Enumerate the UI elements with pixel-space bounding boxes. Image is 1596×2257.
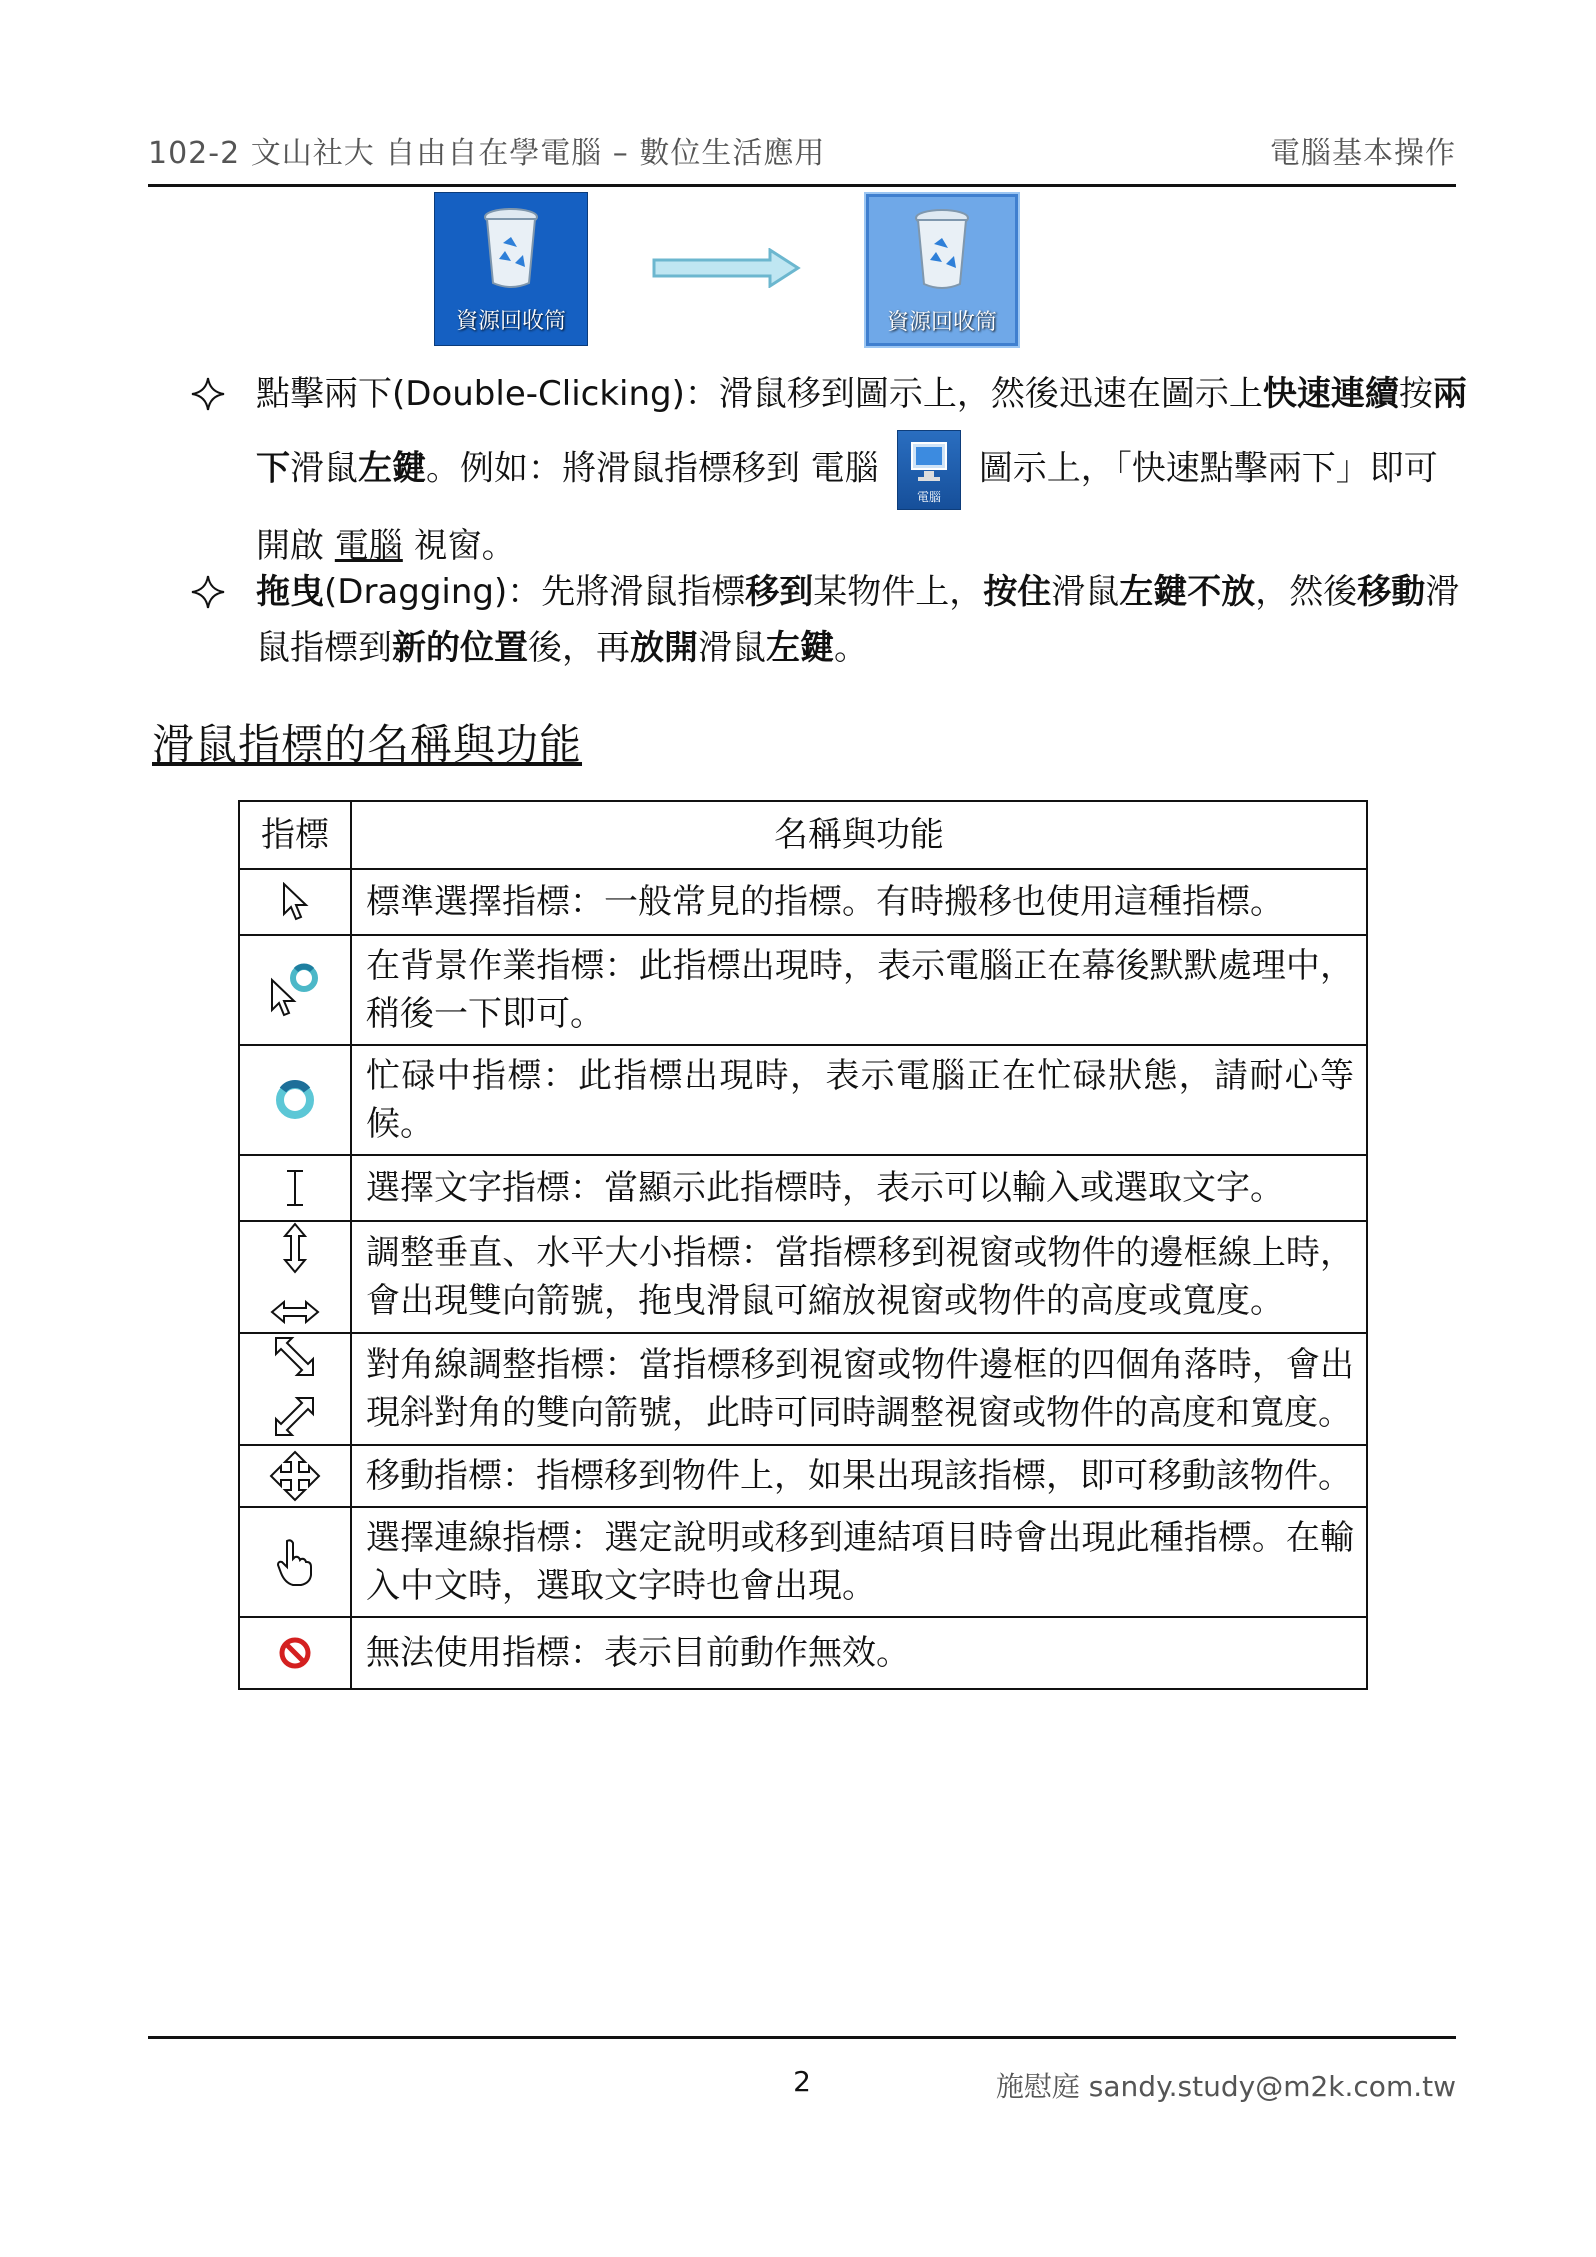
table-header-row [239, 801, 1367, 869]
table-row [239, 1221, 1367, 1333]
resize-vertical-horizontal-icon [270, 1222, 320, 1332]
recycle-bin-icon [483, 207, 539, 289]
bold-segment: 移動 [1357, 572, 1426, 612]
table-row [239, 1617, 1367, 1689]
recycle-bin-label: 資源回收筒 [886, 310, 997, 335]
table-row [239, 1045, 1367, 1155]
svg-text:電腦: 電腦 [916, 490, 941, 504]
header-chapter-title: 電腦基本操作 [1270, 136, 1456, 171]
bold-segment: 按住 [983, 572, 1052, 612]
text-segment: 。 [834, 628, 868, 668]
row-description: 標準選擇指標：一般常見的指標。有時搬移也使用這種指標。 [351, 869, 1367, 935]
text-segment: 點擊兩下(Double-Clicking)：滑鼠移到圖示上，然後迅速在圖示上 [256, 374, 1263, 414]
computer-icon[interactable] [897, 430, 961, 510]
table-row [239, 1333, 1367, 1445]
text-segment: 後，再 [528, 628, 630, 668]
footer-author: 施慰庭 sandy.study@m2k.com.tw [995, 2070, 1456, 2103]
bold-segment: 快速連續 [1262, 374, 1399, 414]
bold-segment: 放開 [630, 628, 698, 668]
row-description: 在背景作業指標：此指標出現時，表示電腦正在幕後默默處理中，稍後一下即可。 [351, 935, 1367, 1045]
resize-diagonal-icon [272, 1334, 318, 1444]
row-description: 對角線調整指標：當指標移到視窗或物件邊框的四個角落時，會出現斜對角的雙向箭號，此時可同時調整視窗或物件的高度和寬度。 [351, 1333, 1367, 1445]
arrow-pointer-icon [280, 882, 310, 922]
bullet-drag [190, 564, 1470, 676]
row-description: 忙碌中指標：此指標出現時，表示電腦正在忙碌狀態，請耐心等候。 [351, 1045, 1367, 1155]
table-row [239, 1445, 1367, 1507]
row-description: 移動指標：指標移到物件上，如果出現該指標，即可移動該物件。 [351, 1445, 1367, 1507]
text-beam-icon [283, 1168, 307, 1208]
recycle-bin-unselected[interactable] [434, 192, 588, 346]
row-description: 無法使用指標：表示目前動作無效。 [351, 1617, 1367, 1689]
bold-segment: 左鍵 [358, 448, 426, 489]
recycle-bin-label: 資源回收筒 [455, 309, 566, 334]
text-segment: 滑鼠指標到 [256, 572, 1460, 668]
bullet-double-click [190, 358, 1470, 582]
page-number: 2 [793, 2065, 811, 2098]
table-row [239, 935, 1367, 1045]
underlined-segment: 電腦 [334, 526, 403, 566]
text-segment: (Dragging)：先將滑鼠指標 [324, 572, 746, 612]
table-row [239, 869, 1367, 935]
text-segment: ，然後 [1255, 572, 1358, 612]
page-header [148, 118, 1456, 187]
diamond-bullet-icon [190, 574, 226, 610]
bold-segment: 新的位置 [392, 628, 528, 668]
double-click-illustration [0, 190, 1596, 350]
move-icon [269, 1450, 321, 1502]
text-segment: 按 [1398, 374, 1433, 414]
column-header-description: 名稱與功能 [351, 801, 1367, 869]
header-course-title: 102-2 文山社大 自由自在學電腦 – 數位生活應用 [148, 136, 826, 171]
recycle-bin-icon [914, 208, 970, 290]
text-segment: 圖示上，「快速點擊兩下」即可開啟 [256, 448, 1438, 566]
page-footer [148, 2036, 1456, 2103]
unavailable-icon [277, 1635, 313, 1671]
bold-segment: 拖曳 [256, 572, 324, 612]
bold-segment: 移到 [745, 572, 814, 612]
diamond-bullet-icon [190, 376, 226, 412]
working-in-background-icon [268, 960, 322, 1020]
table-row [239, 1507, 1367, 1617]
bold-segment: 兩下 [256, 374, 1467, 489]
bold-segment: 左鍵 [766, 628, 834, 668]
row-description: 選擇連線指標：選定說明或移到連結項目時會出現此種指標。在輸入中文時，選取文字時也會出現。 [351, 1507, 1367, 1617]
section-title: 滑鼠指標的名稱與功能 [152, 720, 583, 769]
busy-ring-icon [271, 1076, 319, 1124]
bold-segment: 左鍵不放 [1119, 572, 1256, 612]
text-segment: 滑鼠 [290, 448, 358, 489]
text-segment: 某物件上， [813, 572, 984, 612]
recycle-bin-selected[interactable] [864, 192, 1020, 348]
arrow-right-icon [652, 248, 802, 288]
text-segment: 視窗。 [402, 526, 516, 566]
text-segment: 。例如：將滑鼠指標移到 電腦 [426, 448, 879, 489]
table-row [239, 1155, 1367, 1221]
hand-pointer-icon [275, 1537, 315, 1587]
column-header-pointer: 指標 [239, 801, 351, 869]
text-segment: 滑鼠 [698, 628, 766, 668]
text-segment: 滑鼠 [1051, 572, 1120, 612]
row-description: 選擇文字指標：當顯示此指標時，表示可以輸入或選取文字。 [351, 1155, 1367, 1221]
pointer-table [238, 800, 1368, 1690]
row-description: 調整垂直、水平大小指標：當指標移到視窗或物件的邊框線上時，會出現雙向箭號，拖曳滑鼠可縮放視窗或物件的高度或寬度。 [351, 1221, 1367, 1333]
